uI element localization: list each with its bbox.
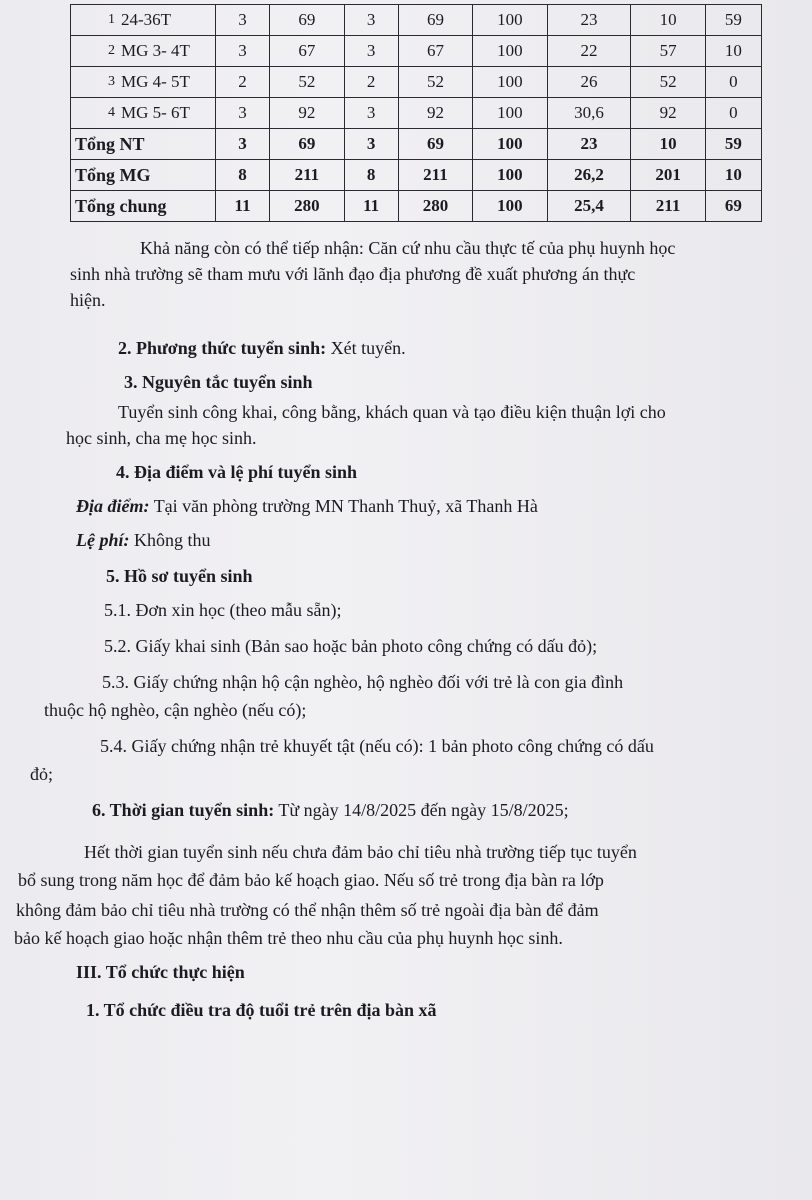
table-cell: 52 bbox=[631, 67, 705, 98]
table-cell: 8 bbox=[344, 160, 398, 191]
section-2-heading: 2. Phương thức tuyển sinh: bbox=[118, 338, 327, 358]
table-cell: 26 bbox=[547, 67, 631, 98]
section-5-heading: 5. Hồ sơ tuyển sinh bbox=[106, 566, 253, 586]
table-cell: 26,2 bbox=[547, 160, 631, 191]
row-number: 2 bbox=[71, 36, 118, 67]
fee-label: Lệ phí: bbox=[76, 530, 130, 550]
section-5-item-4-line-1: 5.4. Giấy chứng nhận trẻ khuyết tật (nếu có): 1 bản photo công chứng có dấu bbox=[100, 736, 654, 756]
fee-line bbox=[76, 530, 211, 551]
table-cell: 3 bbox=[216, 36, 270, 67]
enrollment-table bbox=[70, 4, 762, 222]
table-cell: 201 bbox=[631, 160, 705, 191]
table-cell: 100 bbox=[473, 5, 547, 36]
place-text: Tại văn phòng trường MN Thanh Thuỷ, xã Thanh Hà bbox=[153, 496, 538, 516]
table-cell: 59 bbox=[705, 5, 761, 36]
row-label: 24-36T bbox=[117, 5, 216, 36]
table-cell: 52 bbox=[270, 67, 344, 98]
table-cell: 92 bbox=[270, 98, 344, 129]
total-label: Tổng NT bbox=[71, 129, 216, 160]
table-cell: 3 bbox=[344, 129, 398, 160]
row-number: 4 bbox=[71, 98, 118, 129]
table-cell: 11 bbox=[344, 191, 398, 222]
table-cell: 280 bbox=[270, 191, 344, 222]
table-cell: 23 bbox=[547, 5, 631, 36]
table-cell: 0 bbox=[705, 98, 761, 129]
table-cell: 69 bbox=[270, 129, 344, 160]
section-6-line-2: bổ sung trong năm học để đảm bảo kế hoạch giao. Nếu số trẻ trong địa bàn ra lớp bbox=[18, 870, 604, 890]
table-cell: 3 bbox=[216, 98, 270, 129]
section-6-line-1: Hết thời gian tuyển sinh nếu chưa đảm bảo chỉ tiêu nhà trường tiếp tục tuyển bbox=[84, 842, 637, 862]
row-number: 3 bbox=[71, 67, 118, 98]
row-label: MG 4- 5T bbox=[117, 67, 216, 98]
table-cell: 69 bbox=[270, 5, 344, 36]
section-5-item-2: 5.2. Giấy khai sinh (Bản sao hoặc bản photo công chứng có dấu đỏ); bbox=[104, 636, 598, 656]
table-row bbox=[71, 67, 762, 98]
table-cell: 3 bbox=[344, 36, 398, 67]
table-cell: 69 bbox=[398, 5, 472, 36]
table-cell: 8 bbox=[216, 160, 270, 191]
table-total-row bbox=[71, 129, 762, 160]
table-cell: 100 bbox=[473, 160, 547, 191]
table-cell: 2 bbox=[344, 67, 398, 98]
table-cell: 92 bbox=[631, 98, 705, 129]
table-cell: 10 bbox=[705, 36, 761, 67]
table-total-row bbox=[71, 160, 762, 191]
table-cell: 2 bbox=[216, 67, 270, 98]
table-cell: 57 bbox=[631, 36, 705, 67]
capacity-line-1: Khả năng còn có thể tiếp nhận: Căn cứ nhu cầu thực tế của phụ huynh học bbox=[140, 238, 676, 258]
part-3-heading: III. Tổ chức thực hiện bbox=[76, 962, 245, 982]
table-cell: 100 bbox=[473, 191, 547, 222]
table-cell: 3 bbox=[344, 98, 398, 129]
table-cell: 67 bbox=[398, 36, 472, 67]
total-label: Tổng chung bbox=[71, 191, 216, 222]
section-5-item-3-line-2: thuộc hộ nghèo, cận nghèo (nếu có); bbox=[44, 700, 307, 720]
place-label: Địa điểm: bbox=[76, 496, 150, 516]
table-cell: 211 bbox=[270, 160, 344, 191]
section-6-line-3: không đảm bảo chỉ tiêu nhà trường có thể nhận thêm số trẻ ngoài địa bàn để đảm bbox=[16, 900, 599, 920]
place-line bbox=[76, 496, 538, 517]
section-2 bbox=[118, 338, 406, 359]
table-cell: 69 bbox=[398, 129, 472, 160]
row-label: MG 5- 6T bbox=[117, 98, 216, 129]
table-cell: 3 bbox=[216, 129, 270, 160]
row-number: 1 bbox=[71, 5, 118, 36]
table-cell: 100 bbox=[473, 98, 547, 129]
section-5-item-3-line-1: 5.3. Giấy chứng nhận hộ cận nghèo, hộ nghèo đối với trẻ là con gia đình bbox=[102, 672, 624, 692]
section-5-item-1: 5.1. Đơn xin học (theo mẫu sẵn); bbox=[104, 600, 342, 620]
capacity-line-2: sinh nhà trường sẽ tham mưu với lãnh đạo địa phương đề xuất phương án thực bbox=[70, 264, 636, 284]
section-4-heading: 4. Địa điểm và lệ phí tuyển sinh bbox=[116, 462, 358, 482]
table-cell: 3 bbox=[216, 5, 270, 36]
section-5-item-4-line-2: đỏ; bbox=[30, 764, 54, 784]
table-cell: 25,4 bbox=[547, 191, 631, 222]
section-3-heading: 3. Nguyên tắc tuyển sinh bbox=[124, 372, 313, 392]
table-cell: 67 bbox=[270, 36, 344, 67]
table-cell: 52 bbox=[398, 67, 472, 98]
table-row bbox=[71, 5, 762, 36]
table-cell: 211 bbox=[398, 160, 472, 191]
table-cell: 30,6 bbox=[547, 98, 631, 129]
table-cell: 10 bbox=[631, 5, 705, 36]
table-cell: 59 bbox=[705, 129, 761, 160]
table-cell: 69 bbox=[705, 191, 761, 222]
row-label: MG 3- 4T bbox=[117, 36, 216, 67]
table-cell: 100 bbox=[473, 67, 547, 98]
table-cell: 0 bbox=[705, 67, 761, 98]
table-cell: 3 bbox=[344, 5, 398, 36]
section-6-text: Từ ngày 14/8/2025 đến ngày 15/8/2025; bbox=[278, 800, 569, 820]
table-cell: 100 bbox=[473, 36, 547, 67]
table-total-row bbox=[71, 191, 762, 222]
section-6 bbox=[92, 800, 569, 821]
capacity-line-3: hiện. bbox=[70, 290, 106, 310]
table-cell: 280 bbox=[398, 191, 472, 222]
table-cell: 10 bbox=[631, 129, 705, 160]
section-3-line-1: Tuyển sinh công khai, công bằng, khách quan và tạo điều kiện thuận lợi cho bbox=[118, 402, 666, 422]
fee-text: Không thu bbox=[134, 530, 211, 550]
table-cell: 211 bbox=[631, 191, 705, 222]
table-cell: 92 bbox=[398, 98, 472, 129]
table-cell: 100 bbox=[473, 129, 547, 160]
section-2-text: Xét tuyển. bbox=[330, 338, 406, 358]
table-row bbox=[71, 36, 762, 67]
table-cell: 11 bbox=[216, 191, 270, 222]
part-3-item-1-heading: 1. Tổ chức điều tra độ tuổi trẻ trên địa bàn xã bbox=[86, 1000, 437, 1020]
section-3-line-2: học sinh, cha mẹ học sinh. bbox=[66, 428, 257, 448]
total-label: Tổng MG bbox=[71, 160, 216, 191]
table-cell: 23 bbox=[547, 129, 631, 160]
section-6-line-4: bảo kế hoạch giao hoặc nhận thêm trẻ theo nhu cầu của phụ huynh học sinh. bbox=[14, 928, 563, 948]
table-cell: 10 bbox=[705, 160, 761, 191]
section-6-heading: 6. Thời gian tuyển sinh: bbox=[92, 800, 275, 820]
table-cell: 22 bbox=[547, 36, 631, 67]
table-row bbox=[71, 98, 762, 129]
